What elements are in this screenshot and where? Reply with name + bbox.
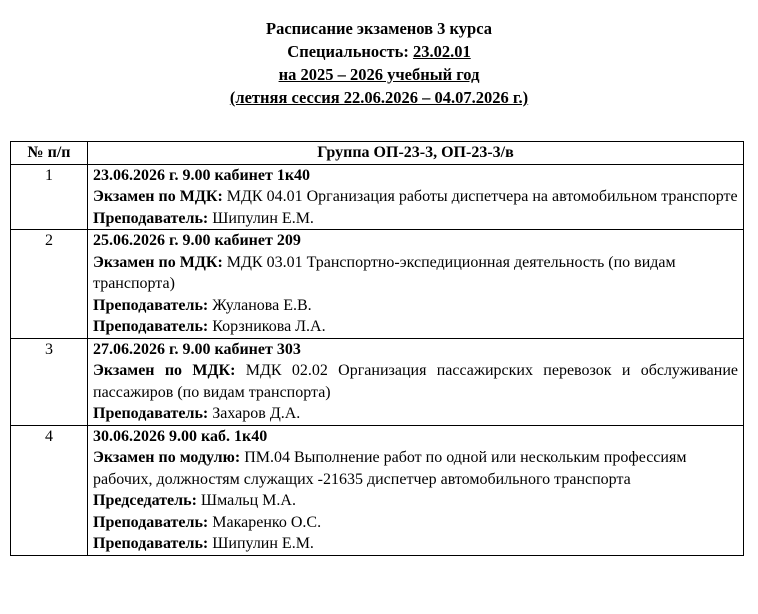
- row-number: 3: [11, 338, 88, 425]
- teacher-name: Жуланова Е.В.: [208, 296, 312, 314]
- exam-label: Экзамен по модулю:: [93, 449, 241, 466]
- teacher-label: Преподаватель:: [93, 535, 209, 552]
- exam-cell: [88, 338, 744, 425]
- teacher-name: Шипулин Е.М.: [208, 535, 314, 552]
- teacher-line: [93, 512, 738, 534]
- exam-text: МДК 02.02 Организация пассажирских перевозок и обслуживание пассажиров (по видам транспорта): [93, 362, 739, 401]
- exam-subject: [93, 447, 738, 490]
- chair-label: Председатель:: [93, 492, 197, 509]
- table-row: [11, 425, 744, 555]
- exam-datetime: 30.06.2026 9.00 каб. 1к40: [93, 427, 268, 445]
- specialty-code: 23.02.01: [412, 42, 471, 61]
- exam-subject: [93, 252, 738, 295]
- schedule-table: [10, 141, 744, 556]
- chair-name: Шмальц М.А.: [196, 492, 296, 509]
- table-row: [11, 164, 744, 230]
- teacher-line: [93, 295, 738, 317]
- exam-cell: [88, 164, 744, 230]
- row-number: 1: [11, 164, 88, 230]
- teacher-name: Захаров Д.А.: [208, 405, 301, 422]
- exam-subject: [93, 360, 738, 403]
- exam-datetime: 27.06.2026 г. 9.00 кабинет 303: [93, 340, 301, 358]
- teacher-label: Преподаватель:: [93, 318, 209, 335]
- exam-subject: [93, 186, 738, 208]
- exam-datetime: 25.06.2026 г. 9.00 кабинет 209: [93, 232, 301, 249]
- exam-label: Экзамен по МДК:: [93, 188, 223, 205]
- exam-text: МДК 03.01 Транспортно-экспедиционная деятельность (по видам транспорта): [93, 253, 676, 292]
- title: Расписание экзаменов 3 курса: [266, 19, 492, 38]
- teacher-line: [93, 208, 738, 230]
- specialty-line: [0, 40, 758, 63]
- exam-text: МДК 04.01 Организация работы диспетчера на автомобильном транспорте: [222, 188, 738, 205]
- teacher-name: Макаренко О.С.: [208, 513, 322, 531]
- teacher-label: Преподаватель:: [93, 209, 209, 227]
- exam-cell: [88, 230, 744, 339]
- row-number: 4: [11, 425, 88, 555]
- column-header-number: № п/п: [11, 142, 88, 165]
- table-row: [11, 338, 744, 425]
- session-dates: (летняя сессия 22.06.2026 – 04.07.2026 г.): [229, 88, 529, 107]
- row-number: 2: [11, 230, 88, 339]
- teacher-label: Преподаватель:: [93, 513, 209, 531]
- document-header: [0, 0, 758, 109]
- exam-cell: [88, 425, 744, 555]
- column-header-group: Группа ОП-23-3, ОП-23-3/в: [88, 142, 744, 165]
- exam-label: Экзамен по МДК:: [93, 253, 223, 271]
- teacher-name: Шипулин Е.М.: [208, 209, 314, 227]
- exam-label: Экзамен по МДК:: [93, 362, 236, 379]
- exam-datetime: 23.06.2026 г. 9.00 кабинет 1к40: [93, 166, 311, 184]
- table-row: [11, 230, 744, 339]
- table-header-row: [11, 142, 744, 165]
- teacher-line: [93, 316, 738, 338]
- chair-line: [93, 490, 738, 512]
- teacher-line: [93, 533, 738, 555]
- teacher-line: [93, 403, 738, 425]
- teacher-label: Преподаватель:: [93, 296, 209, 314]
- teacher-name: Корзникова Л.А.: [208, 318, 326, 335]
- specialty-label: Специальность:: [287, 42, 413, 61]
- teacher-label: Преподаватель:: [93, 405, 209, 422]
- academic-year: на 2025 – 2026 учебный год: [278, 65, 480, 84]
- exam-text: ПМ.04 Выполнение работ по одной или нескольким профессиям рабочих, должностям служащих -21635 диспетчер автомобильного транспорта: [93, 449, 687, 488]
